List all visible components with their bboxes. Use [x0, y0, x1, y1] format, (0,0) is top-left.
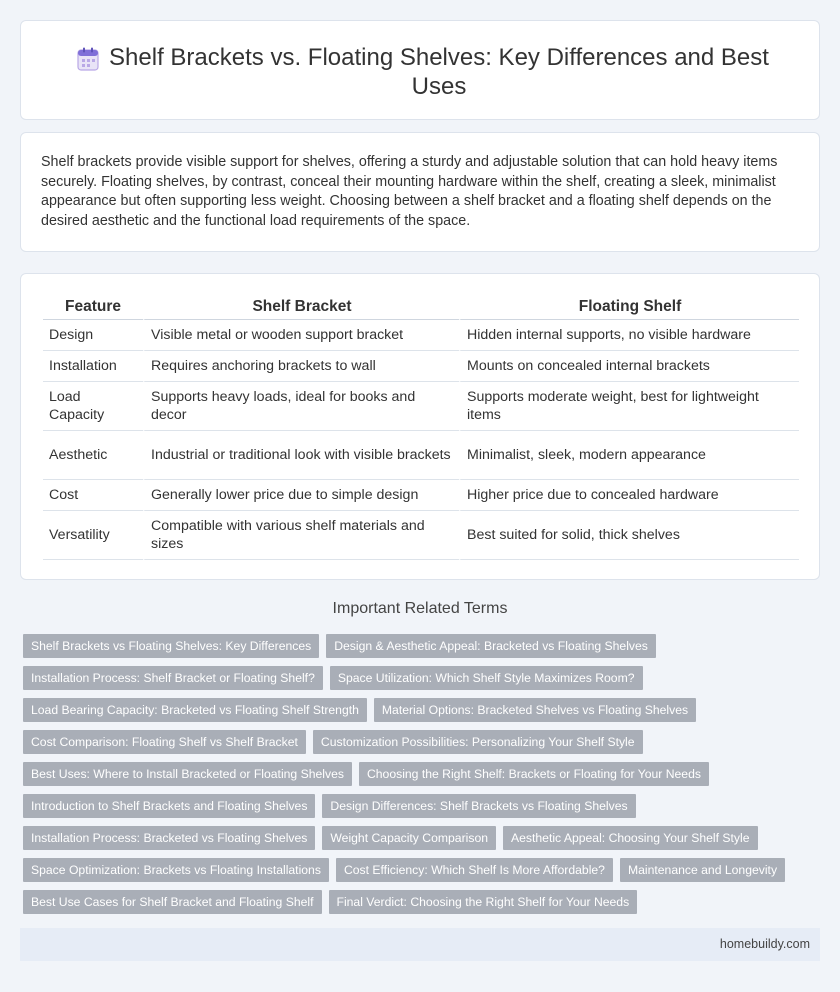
table-header: Floating Shelf — [459, 294, 799, 320]
related-term-tag[interactable]: Installation Process: Bracketed vs Floating Shelves — [23, 826, 315, 850]
intro-text: Shelf brackets provide visible support for shelves, offering a sturdy and adjustable solution that can hold heavy items securely. Floating shelves, by contrast, conceal their mounting hardware within the shelf, creating a sleek, minimalist appearance but often supporting less weight. Choosing between a shelf bracket and a floating shelf depends on the desired aesthetic and the functional load requirements of the space. — [41, 154, 778, 229]
related-term-tag[interactable]: Maintenance and Longevity — [620, 858, 785, 882]
related-term-tag[interactable]: Best Use Cases for Shelf Bracket and Floating Shelf — [23, 890, 322, 914]
related-terms-title: Important Related Terms — [332, 600, 508, 617]
related-term-tag[interactable]: Shelf Brackets vs Floating Shelves: Key Differences — [23, 634, 319, 658]
comparison-table-card — [20, 273, 820, 580]
table-cell: Mounts on concealed internal brackets — [459, 351, 799, 382]
table-cell: Cost — [43, 480, 143, 511]
table-row — [43, 431, 799, 480]
table-cell: Minimalist, sleek, modern appearance — [459, 431, 799, 480]
related-term-tag[interactable]: Cost Comparison: Floating Shelf vs Shelf Bracket — [23, 730, 306, 754]
related-term-tag[interactable]: Best Uses: Where to Install Bracketed or Floating Shelves — [23, 762, 352, 786]
table-row — [43, 480, 799, 511]
related-term-tag[interactable]: Weight Capacity Comparison — [322, 826, 496, 850]
footer — [20, 928, 820, 961]
table-cell: Higher price due to concealed hardware — [459, 480, 799, 511]
table-cell: Design — [43, 320, 143, 351]
table-cell: Supports moderate weight, best for lightweight items — [459, 382, 799, 431]
related-term-tag[interactable]: Introduction to Shelf Brackets and Floating Shelves — [23, 794, 315, 818]
related-term-tag[interactable]: Load Bearing Capacity: Bracketed vs Floating Shelf Strength — [23, 698, 367, 722]
related-term-tag[interactable]: Cost Efficiency: Which Shelf Is More Affordable? — [336, 858, 613, 882]
related-term-tag[interactable]: Aesthetic Appeal: Choosing Your Shelf Style — [503, 826, 758, 850]
header-card — [20, 20, 820, 120]
related-term-tag[interactable]: Space Optimization: Brackets vs Floating Installations — [23, 858, 329, 882]
table-row — [43, 320, 799, 351]
table-header: Feature — [43, 294, 143, 320]
table-cell: Best suited for solid, thick shelves — [459, 511, 799, 560]
table-cell: Aesthetic — [43, 431, 143, 480]
table-cell: Industrial or traditional look with visible brackets — [143, 431, 459, 480]
related-term-tag[interactable]: Choosing the Right Shelf: Brackets or Floating for Your Needs — [359, 762, 709, 786]
table-header-row — [43, 294, 799, 320]
table-cell: Load Capacity — [43, 382, 143, 431]
related-term-tag[interactable]: Final Verdict: Choosing the Right Shelf for Your Needs — [329, 890, 638, 914]
table-cell: Compatible with various shelf materials and sizes — [143, 511, 459, 560]
title-wrap — [21, 43, 819, 101]
table-header: Shelf Bracket — [143, 294, 459, 320]
table-cell: Generally lower price due to simple design — [143, 480, 459, 511]
table-cell: Supports heavy loads, ideal for books and decor — [143, 382, 459, 431]
related-term-tag[interactable]: Space Utilization: Which Shelf Style Maximizes Room? — [330, 666, 643, 690]
related-term-tag[interactable]: Design & Aesthetic Appeal: Bracketed vs Floating Shelves — [326, 634, 656, 658]
table-cell: Visible metal or wooden support bracket — [143, 320, 459, 351]
table-cell: Installation — [43, 351, 143, 382]
calendar-icon — [77, 47, 99, 71]
related-terms-list — [23, 634, 803, 922]
table-cell: Versatility — [43, 511, 143, 560]
related-term-tag[interactable]: Material Options: Bracketed Shelves vs Floating Shelves — [374, 698, 696, 722]
table-row — [43, 351, 799, 382]
comparison-table — [43, 294, 799, 560]
page-title: Shelf Brackets vs. Floating Shelves: Key Differences and Best Uses — [109, 44, 769, 100]
intro-card — [20, 132, 820, 252]
related-term-tag[interactable]: Customization Possibilities: Personalizing Your Shelf Style — [313, 730, 643, 754]
table-row — [43, 382, 799, 431]
table-cell: Requires anchoring brackets to wall — [143, 351, 459, 382]
table-row — [43, 511, 799, 560]
related-term-tag[interactable]: Design Differences: Shelf Brackets vs Floating Shelves — [322, 794, 635, 818]
related-term-tag[interactable]: Installation Process: Shelf Bracket or Floating Shelf? — [23, 666, 323, 690]
table-cell: Hidden internal supports, no visible hardware — [459, 320, 799, 351]
footer-site-link[interactable]: homebuildy.com — [719, 937, 810, 951]
